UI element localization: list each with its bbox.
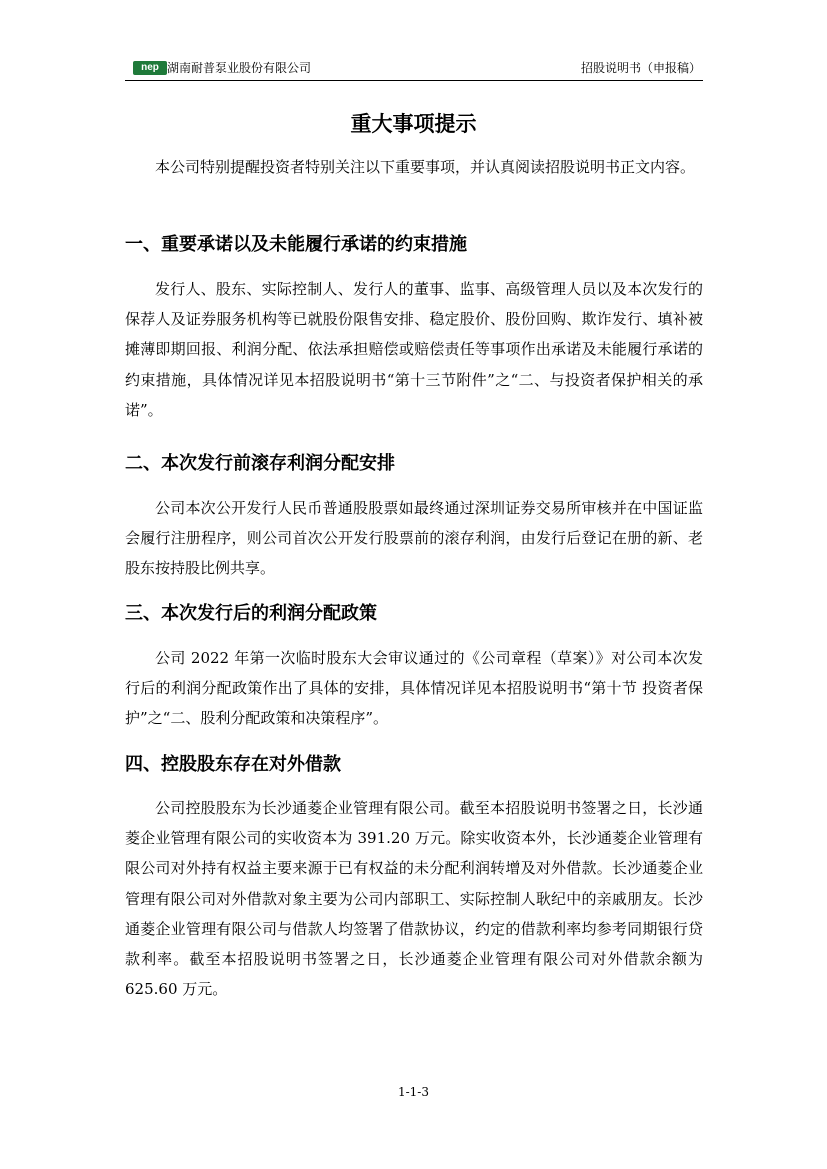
section-heading-3: 三、本次发行后的利润分配政策 bbox=[125, 603, 377, 624]
section-body-4: 公司控股股东为长沙通菱企业管理有限公司。截至本招股说明书签署之日，长沙通菱企业管理有限公司的实收资本为 391.20 万元。除实收资本外，长沙通菱企业管理有限公司对外持有权益主要来源于已有权益的未分配利润转增及对外借款。长沙通菱企业管理有限公司对外借款对象主要为公司内部职工、实际控制人耿纪中的亲戚朋友。长沙通菱企业管理有限公司与借款人均签署了借款协议，约定的借款利率均参考同期银行贷款利率。截至本招股说明书签署之日，长沙通菱企业管理有限公司对外借款余额为 625.60 万元。 bbox=[125, 799, 703, 999]
section-body-2: 公司本次公开发行人民币普通股股票如最终通过深圳证券交易所审核并在中国证监会履行注册程序，则公司首次公开发行股票前的滚存利润，由发行后登记在册的新、老股东按持股比例共享。 bbox=[125, 499, 703, 578]
page-header bbox=[125, 58, 703, 80]
section-heading-4: 四、控股股东存在对外借款 bbox=[125, 754, 341, 775]
company-name: 湖南耐普泵业股份有限公司 bbox=[167, 61, 312, 75]
intro-paragraph: 本公司特别提醒投资者特别关注以下重要事项，并认真阅读招股说明书正文内容。 bbox=[155, 158, 696, 176]
section-heading-2: 二、本次发行前滚存利润分配安排 bbox=[125, 453, 395, 474]
section-body-3: 公司 2022 年第一次临时股东大会审议通过的《公司章程（草案）》对公司本次发行后的利润分配政策作出了具体的安排，具体情况详见本招股说明书“第十节 投资者保护”之“二、股利分配政策和决策程序”。 bbox=[125, 649, 703, 728]
section-heading-1: 一、重要承诺以及未能履行承诺的约束措施 bbox=[125, 234, 467, 255]
company-logo: nep bbox=[133, 61, 167, 75]
section-body-1: 发行人、股东、实际控制人、发行人的董事、监事、高级管理人员以及本次发行的保荐人及证券服务机构等已就股份限售安排、稳定股价、股份回购、欺诈发行、填补被摊薄即期回报、利润分配、依法承担赔偿或赔偿责任等事项作出承诺及未能履行承诺的约束措施，具体情况详见本招股说明书“第十三节附件”之“二、与投资者保护相关的承诺”。 bbox=[125, 280, 703, 419]
document-type: 招股说明书（申报稿） bbox=[580, 61, 701, 75]
page-title: 重大事项提示 bbox=[350, 112, 477, 136]
header-rule bbox=[125, 80, 703, 81]
page-number: 1-1-3 bbox=[397, 1085, 429, 1099]
